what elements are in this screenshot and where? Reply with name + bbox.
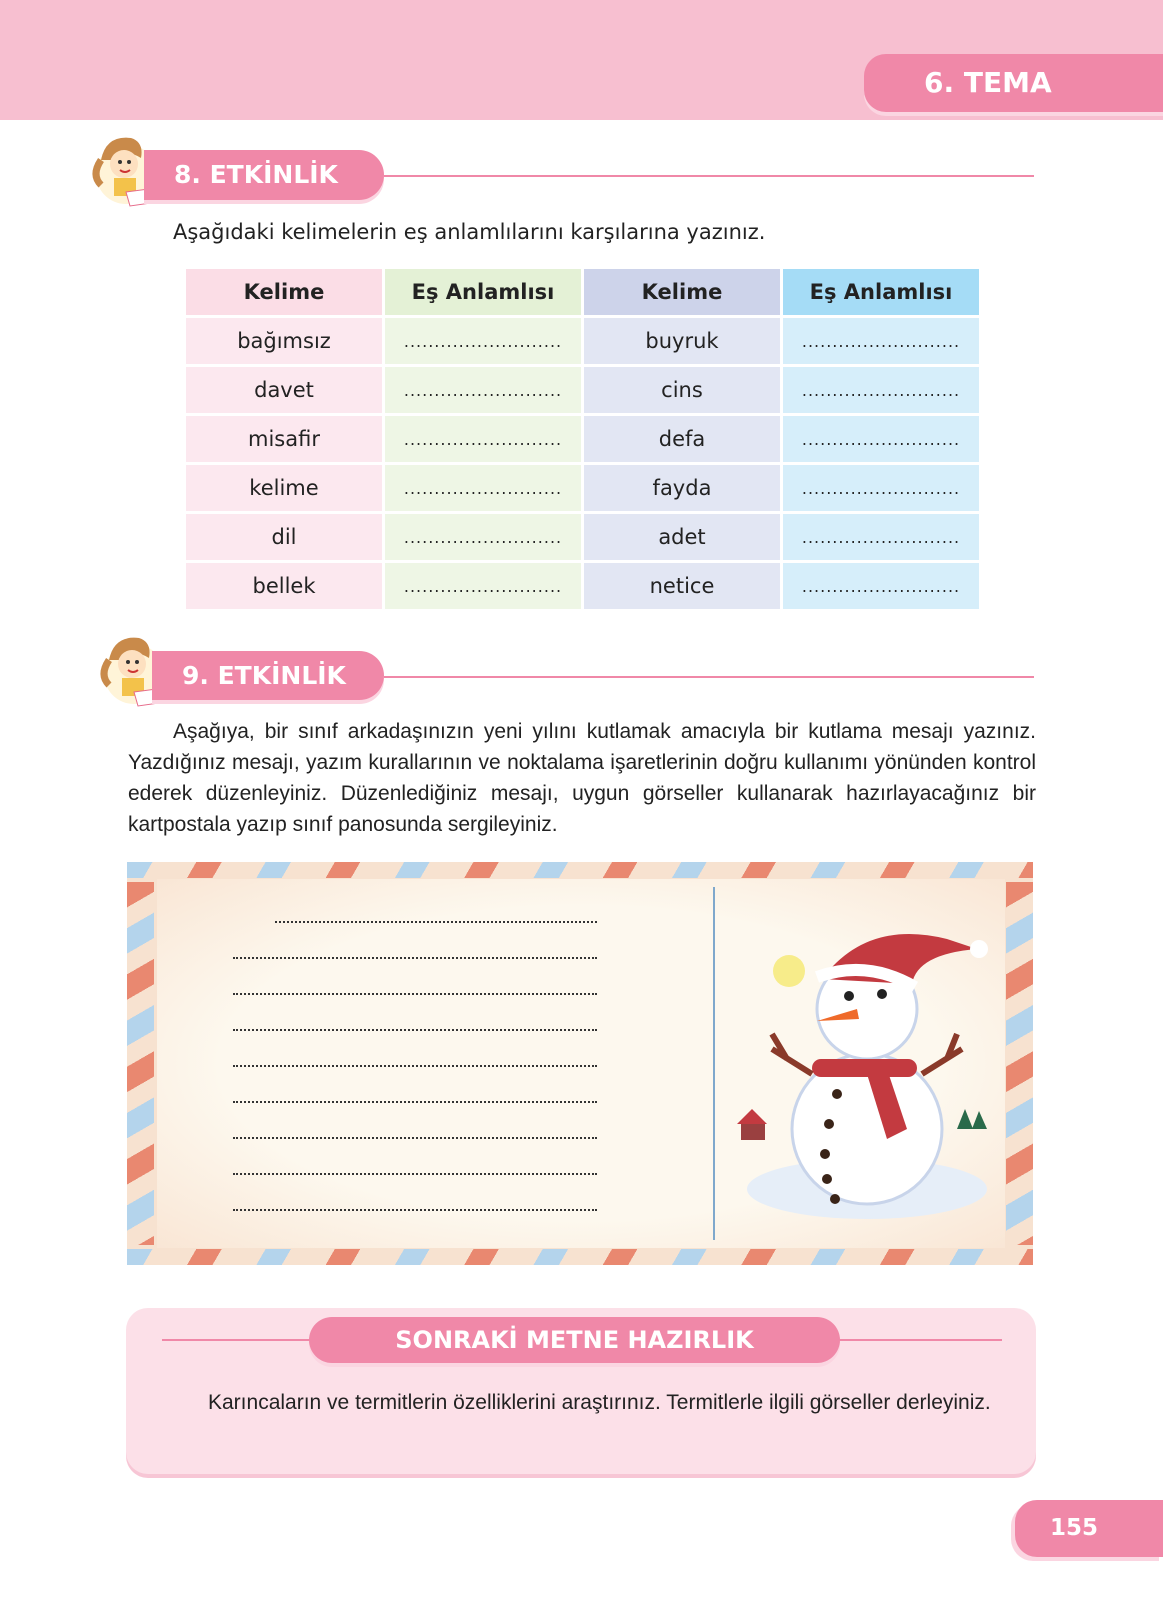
divider-line bbox=[384, 175, 1034, 177]
word-cell: dil bbox=[186, 514, 382, 560]
table-row bbox=[186, 318, 979, 364]
word-cell: misafir bbox=[186, 416, 382, 462]
answer-blank[interactable]: .......................... bbox=[783, 367, 979, 413]
writing-line[interactable] bbox=[233, 1101, 597, 1103]
activity-8-instruction: Aşağıdaki kelimelerin eş anlamlılarını karşılarına yazınız. bbox=[173, 220, 766, 244]
answer-blank[interactable]: .......................... bbox=[783, 416, 979, 462]
answer-blank[interactable]: .......................... bbox=[385, 514, 581, 560]
activity-9-paragraph: Aşağıya, bir sınıf arkadaşınızın yeni yılını kutlamak amacıyla bir kutlama mesajı yazınız. Yazdığınız mesajı, yazım kurallarının ve noktalama işaretlerinin doğru kullanımı yönünden kontrol ederek düzenleyiniz. Düzenlediğiniz mesajı, uygun görseller kullanarak hazırlayacağınız bir kartpostala yazıp sınıf panosunda sergileyiniz. bbox=[128, 720, 1036, 836]
divider-line bbox=[384, 676, 1034, 678]
synonym-table bbox=[183, 266, 982, 612]
snowman-icon bbox=[717, 899, 1017, 1229]
col-header: Kelime bbox=[584, 269, 780, 315]
activity-9-title: 9. ETKİNLİK bbox=[152, 651, 384, 700]
preparation-text: Karıncaların ve termitlerin özelliklerini araştırınız. Termitlerle ilgili görseller derleyiniz. bbox=[208, 1391, 991, 1414]
writing-line[interactable] bbox=[233, 1173, 597, 1175]
writing-line[interactable] bbox=[275, 921, 597, 923]
word-cell: netice bbox=[584, 563, 780, 609]
writing-line[interactable] bbox=[233, 993, 597, 995]
word-cell: defa bbox=[584, 416, 780, 462]
answer-blank[interactable]: .......................... bbox=[385, 318, 581, 364]
word-cell: bellek bbox=[186, 563, 382, 609]
answer-blank[interactable]: .......................... bbox=[783, 318, 979, 364]
word-cell: davet bbox=[186, 367, 382, 413]
postcard bbox=[127, 862, 1033, 1265]
word-cell: cins bbox=[584, 367, 780, 413]
page-number: 155 bbox=[1015, 1500, 1163, 1557]
writing-line[interactable] bbox=[233, 957, 597, 959]
answer-blank[interactable]: .......................... bbox=[385, 563, 581, 609]
answer-blank[interactable]: .......................... bbox=[385, 416, 581, 462]
col-header: Eş Anlamlısı bbox=[385, 269, 581, 315]
word-cell: bağımsız bbox=[186, 318, 382, 364]
activity-8-title: 8. ETKİNLİK bbox=[144, 150, 384, 200]
answer-blank[interactable]: .......................... bbox=[385, 367, 581, 413]
word-cell: adet bbox=[584, 514, 780, 560]
writing-line[interactable] bbox=[233, 1029, 597, 1031]
word-cell: fayda bbox=[584, 465, 780, 511]
writing-line[interactable] bbox=[233, 1209, 597, 1211]
col-header: Eş Anlamlısı bbox=[783, 269, 979, 315]
answer-blank[interactable]: .......................... bbox=[783, 465, 979, 511]
table-row bbox=[186, 465, 979, 511]
answer-blank[interactable]: .......................... bbox=[385, 465, 581, 511]
table-row bbox=[186, 514, 979, 560]
answer-blank[interactable]: .......................... bbox=[783, 563, 979, 609]
postcard-divider bbox=[713, 887, 715, 1240]
table-row bbox=[186, 563, 979, 609]
word-cell: buyruk bbox=[584, 318, 780, 364]
answer-blank[interactable]: .......................... bbox=[783, 514, 979, 560]
word-cell: kelime bbox=[186, 465, 382, 511]
preparation-title: SONRAKİ METNE HAZIRLIK bbox=[309, 1317, 840, 1363]
theme-tab: 6. TEMA bbox=[864, 54, 1163, 112]
table-row bbox=[186, 416, 979, 462]
table-header bbox=[186, 269, 979, 315]
writing-line[interactable] bbox=[233, 1065, 597, 1067]
table-row bbox=[186, 367, 979, 413]
col-header: Kelime bbox=[186, 269, 382, 315]
writing-line[interactable] bbox=[233, 1137, 597, 1139]
